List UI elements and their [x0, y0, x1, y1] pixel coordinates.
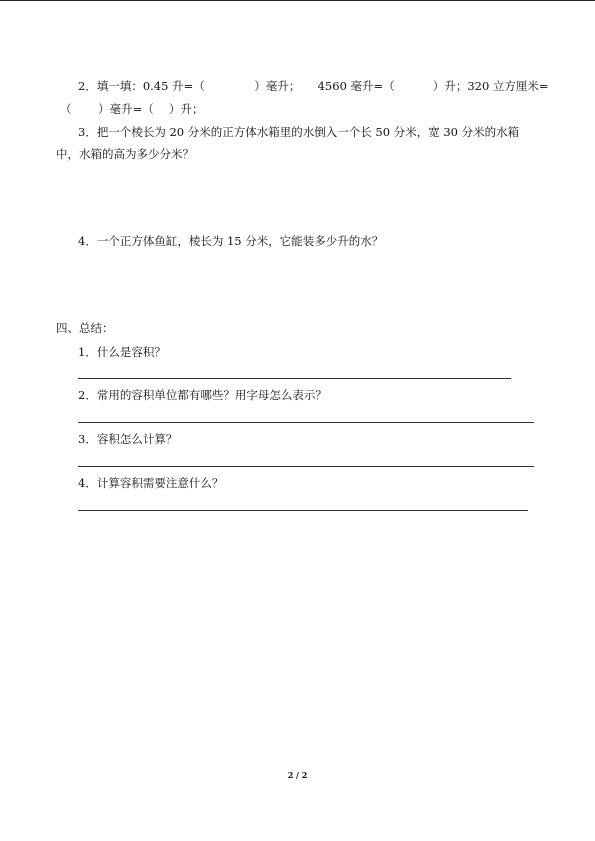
summary-question-1: 1．什么是容积？ [78, 345, 166, 359]
answer-line-4[interactable] [78, 510, 528, 511]
section-4-title: 四、总结： [56, 321, 114, 335]
summary-question-2: 2．常用的容积单位都有哪些？用字母怎么表示？ [78, 388, 327, 402]
summary-question-3: 3．容积怎么计算？ [78, 432, 178, 446]
answer-line-2[interactable] [78, 422, 534, 423]
top-border [0, 0, 595, 1]
answer-line-3[interactable] [78, 466, 534, 467]
question-2-line-2: （ ）毫升=（ ）升； [60, 102, 204, 116]
answer-line-1[interactable] [78, 378, 511, 379]
question-2-line-1: 2．填一填：0.45 升=（ ）毫升； 4560 毫升=（ ）升；320 立方厘米= [78, 79, 549, 93]
question-4-line-1: 4．一个正方体鱼缸，棱长为 15 分米，它能装多少升的水？ [78, 234, 384, 248]
page-number: 2 / 2 [287, 770, 308, 780]
summary-question-4: 4．计算容积需要注意什么？ [78, 476, 224, 490]
question-3-line-2: 中，水箱的高为多少分米？ [56, 147, 194, 161]
question-3-line-1: 3．把一个棱长为 20 分米的正方体水箱里的水倒入一个长 50 分米，宽 30 分米的水箱 [78, 125, 520, 139]
